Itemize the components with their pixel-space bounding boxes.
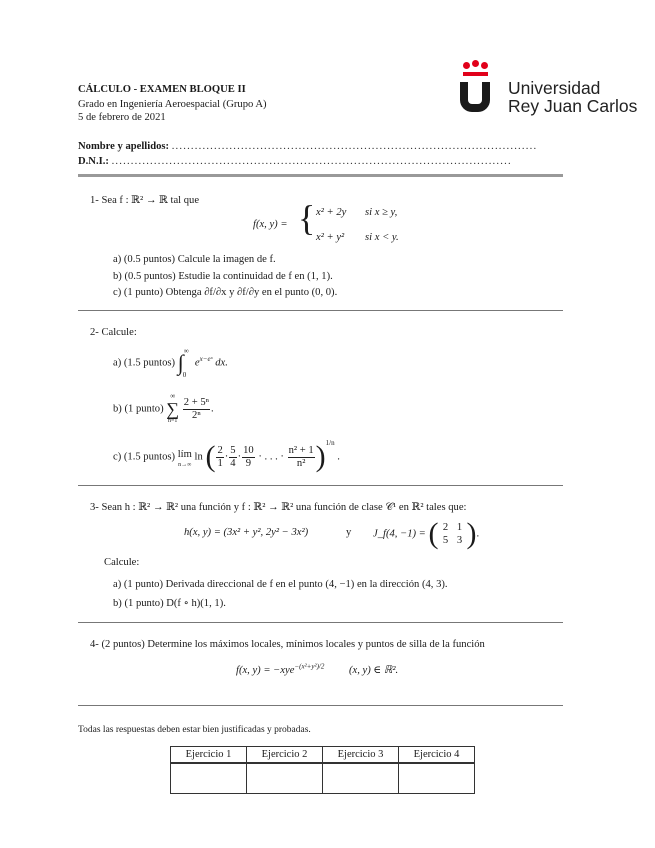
m11: 2 [442,522,449,533]
sum-sign: ∞ ∑ n=1 [166,392,180,424]
q3-divider [78,622,563,623]
q1-item-a: a) (0.5 puntos) Calcule la imagen de f. [113,254,276,265]
ln: ln [194,451,203,463]
q1-case2-cond: si x < y. [365,232,399,243]
q2-a-exp: x−eˣ [199,354,213,363]
sum-upper: ∞ [170,392,176,400]
q1-lhs: f(x, y) = [253,219,288,230]
num: 2 + 5ⁿ [183,396,209,408]
num: 5 [230,444,236,456]
q4-exp: −(x²+y²)/2 [294,662,325,671]
q4-divider [78,705,563,706]
frac-2 [229,445,236,470]
q1-case2-expr: x² + y² [316,232,345,243]
m21: 5 [442,535,449,546]
name-dots: ............................................................................................... [171,141,538,152]
m22: 3 [456,535,463,546]
score-header-2: Ejercicio 2 [247,747,323,764]
sum-lower: n=1 [167,418,178,424]
q2-item-c: c) (1.5 puntos) lím n→∞ ln ( $\frac{2}{1}$ · $\frac{5}{4}$ · $\frac{10}{9}$ · . . . · $\frac{\text{n² + 1}}{\text{n²}}$ )$^{1/n}$ . [113,438,340,473]
lim-sub: n→∞ [178,462,192,468]
q2-divider [78,485,563,486]
limit [178,444,192,470]
num: 2 [217,444,223,456]
q2-intro: 2- Calcule: [90,327,137,338]
name-field[interactable] [78,141,537,152]
q3-h-def: h(x, y) = (3x² + y², 2y² − 3x²) [184,527,309,538]
den: 9 [245,457,252,469]
dni-field[interactable] [78,156,512,167]
q4-domain: (x, y) ∈ ℝ². [349,665,399,676]
q3-calcule: Calcule: [104,557,140,568]
dni-label: D.N.I.: [78,156,109,167]
m12: 1 [456,522,463,533]
exam-title: CÁLCULO - EXAMEN BLOQUE II [78,84,246,95]
q1-item-c: c) (1 punto) Obtenga ∂f/∂x y ∂f/∂y en el punto (0, 0). [113,287,338,298]
q2-a-expr: e [194,357,200,369]
q3-item-a: a) (1 punto) Derivada direccional de f en el punto (4, −1) en la dirección (4, 3). [113,579,448,590]
q2-b-label: b) (1 punto) [113,403,164,415]
den: 1 [217,457,223,469]
q2-c-label: c) (1.5 puntos) [113,451,176,463]
q3-intro: 3- Sean h : ℝ² → ℝ² una función y f : ℝ² → ℝ² una función de clase 𝒞¹ en ℝ² tales que: [90,502,467,513]
jac-lhs: J_f(4, −1) = [373,528,426,540]
int-upper: ∞ [183,346,189,355]
dni-dots: ........................................................................................................ [111,156,512,167]
lim: lím [177,449,192,460]
score-header-4: Ejercicio 4 [399,747,475,764]
den: 2ⁿ [192,409,201,421]
frac-last [288,445,315,470]
q1-brace: { [298,198,316,238]
q2-item-a [113,346,228,379]
q1-item-b: b) (0.5 puntos) Estudie la continuidad de f en (1, 1). [113,271,333,282]
header-divider [78,174,563,177]
logo-line-1: Universidad [508,78,601,98]
logo-line-2: Rey Juan Carlos [508,96,638,116]
jacobian-matrix [439,521,467,547]
den: n² [296,457,306,469]
q2-a-tail: dx. [215,357,228,369]
q1-case1-cond: si x ≥ y, [365,207,398,218]
q3-item-b: b) (1 punto) D(f ∘ h)(1, 1). [113,598,226,609]
den: 4 [230,457,236,469]
score-cell-4[interactable] [399,763,475,794]
q1-divider [78,310,563,311]
integral-sign: ∫ [177,350,184,375]
int-lower: 0 [182,370,187,379]
name-label: Nombre y apellidos: [78,141,170,152]
q4-expr: f(x, y) = −xye [236,665,295,676]
ellipsis: · . . . · [258,451,284,463]
q2-b-fraction [183,397,210,422]
q2-item-b: b) (1 punto) ∞ ∑ n=1 $\frac{\text{2 + 5ⁿ}}{\text{2ⁿ}}$ . [113,392,214,424]
power: 1/n [325,438,335,447]
degree: Grado en Ingeniería Aeroespacial (Grupo A) [78,99,267,110]
q2-a-label: a) (1.5 puntos) [113,357,176,369]
num: 10 [243,444,254,456]
score-cell-1[interactable] [171,763,247,794]
q3-and: y [346,527,352,538]
q4-formula [236,664,398,676]
q4-intro: 4- (2 puntos) Determine los máximos locales, mínimos locales y puntos de silla de la función [90,639,485,650]
frac-3 [242,445,255,470]
score-cell-3[interactable] [323,763,399,794]
score-cell-2[interactable] [247,763,323,794]
score-header-1: Ejercicio 1 [171,747,247,764]
footer-note: Todas las respuestas deben estar bien justificadas y probadas. [78,725,311,735]
q3-jacobian: J_f(4, −1) = ( 2 1 5 3 ). [373,517,480,550]
frac-1 [216,445,223,470]
num: n² + 1 [288,444,314,456]
score-header-3: Ejercicio 3 [323,747,399,764]
exam-date: 5 de febrero de 2021 [78,112,166,123]
q1-intro: 1- Sea f : ℝ² → ℝ tal que [90,195,200,206]
score-table [170,746,475,794]
q1-case1-expr: x² + 2y [316,207,347,218]
